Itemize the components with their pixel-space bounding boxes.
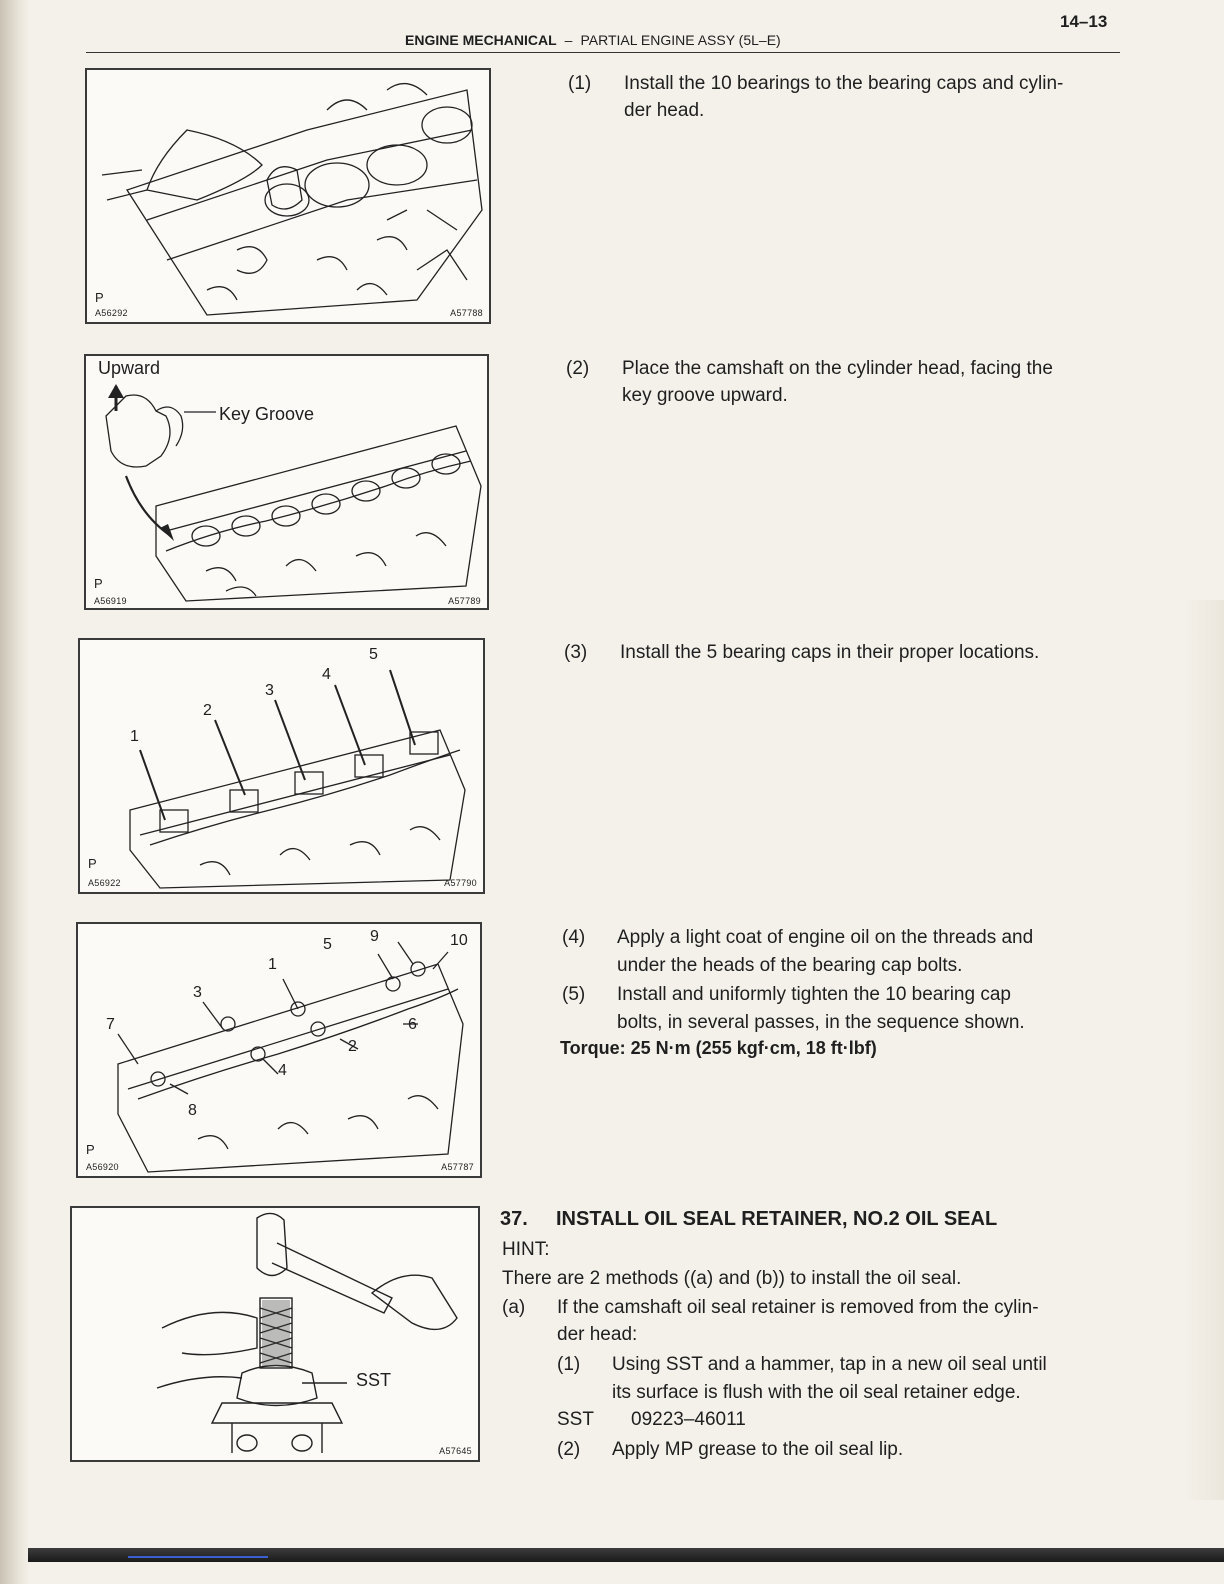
cap-number-1: 1 (130, 728, 139, 745)
step-5-line-1: Install and uniformly tighten the 10 bearing cap (617, 984, 1011, 1005)
method-a-line-1: If the camshaft oil seal retainer is removed from the cylin- (557, 1297, 1039, 1318)
section-37-number: 37. (500, 1208, 528, 1230)
method-a-label: (a) (502, 1297, 526, 1318)
figure-code-right: A57788 (450, 308, 483, 318)
step-5-number: (5) (562, 984, 586, 1005)
figure-code-left: A56922 (88, 878, 121, 888)
substep-1-number: (1) (557, 1354, 581, 1375)
cap-number-4: 4 (322, 666, 331, 683)
step-1-line-1: Install the 10 bearings to the bearing caps and cylin- (624, 73, 1064, 94)
torque-spec: Torque: 25 N·m (255 kgf·cm, 18 ft·lbf) (560, 1038, 877, 1058)
header-section: ENGINE MECHANICAL (405, 32, 557, 48)
figure-view-marker: P (94, 576, 103, 591)
upward-label: Upward (98, 358, 161, 378)
bolt-number-4: 4 (278, 1062, 287, 1079)
section-37-heading (500, 1208, 997, 1231)
bottom-scan-band (28, 1548, 1224, 1562)
step-3-number: (3) (564, 642, 588, 663)
camshaft-placement-illustration (86, 356, 487, 608)
figure-code-right: A57789 (448, 596, 481, 606)
figure-place-camshaft (84, 354, 489, 610)
header-dash: – (564, 32, 573, 48)
sst-label: SST (356, 1370, 392, 1390)
bolt-tightening-sequence-illustration (78, 924, 480, 1176)
substep-1-line-1: Using SST and a hammer, tap in a new oil seal until (612, 1354, 1047, 1375)
step-1-number: (1) (568, 73, 592, 94)
figure-code-right: A57645 (439, 1446, 472, 1456)
oil-seal-hammer-illustration (72, 1208, 478, 1460)
figure-bearing-caps (78, 638, 485, 894)
figure-oil-seal-install (70, 1206, 480, 1462)
step-2 (566, 355, 1126, 415)
cap-number-5: 5 (369, 646, 378, 663)
step-1 (568, 70, 1128, 130)
running-header (405, 32, 781, 48)
bottom-link-line (128, 1556, 268, 1558)
figure-code-left: A56919 (94, 596, 127, 606)
figure-code-left: A56292 (95, 308, 128, 318)
bolt-number-2: 2 (348, 1038, 357, 1055)
bolt-number-8: 8 (188, 1102, 197, 1119)
figure-install-bearings (85, 68, 491, 324)
step-2-line-1: Place the camshaft on the cylinder head, facing the (622, 358, 1053, 379)
figure-view-marker: P (95, 290, 104, 305)
bolt-number-6: 6 (408, 1016, 417, 1033)
figure-view-marker: P (88, 856, 97, 871)
method-a-line-2: der head: (557, 1324, 638, 1345)
step-4-number: (4) (562, 927, 586, 948)
step-5-line-2: bolts, in several passes, in the sequence shown. (617, 1012, 1025, 1033)
header-rule (86, 52, 1120, 53)
step-2-number: (2) (566, 358, 590, 379)
figure-code-right: A57787 (441, 1162, 474, 1172)
sst-part-number: 09223–46011 (631, 1409, 746, 1430)
step-3-line-1: Install the 5 bearing caps in their proper locations. (620, 642, 1040, 663)
bolt-number-7: 7 (106, 1016, 115, 1033)
figure-code-right: A57790 (444, 878, 477, 888)
page-binding-edge (0, 0, 30, 1584)
figure-view-marker: P (86, 1142, 95, 1157)
sst-label-text: SST (557, 1409, 594, 1430)
bolt-number-1: 1 (268, 956, 277, 973)
key-groove-label: Key Groove (219, 404, 315, 424)
bolt-number-10: 10 (450, 932, 468, 949)
bolt-number-5: 5 (323, 936, 332, 953)
substep-1-line-2: its surface is flush with the oil seal retainer edge. (612, 1382, 1021, 1403)
cap-number-3: 3 (265, 682, 274, 699)
substep-2-number: (2) (557, 1439, 581, 1460)
bolt-number-9: 9 (370, 928, 379, 945)
header-subsection: PARTIAL ENGINE ASSY (5L–E) (580, 32, 781, 48)
figure-bolt-sequence (76, 922, 482, 1178)
section-37-title: INSTALL OIL SEAL RETAINER, NO.2 OIL SEAL (556, 1208, 998, 1230)
bearing-caps-illustration (80, 640, 483, 892)
hint-label: HINT: (502, 1239, 550, 1260)
bearing-install-illustration (87, 70, 489, 322)
bolt-number-3: 3 (193, 984, 202, 1001)
page-number: 14–13 (1060, 12, 1108, 31)
step-4-line-2: under the heads of the bearing cap bolts. (617, 955, 963, 976)
step-4-line-1: Apply a light coat of engine oil on the threads and (617, 927, 1034, 948)
step-4 (562, 924, 1122, 984)
step-2-line-2: key groove upward. (622, 385, 788, 406)
page-shadow (1184, 600, 1224, 1500)
step-3 (564, 639, 1124, 669)
figure-code-left: A56920 (86, 1162, 119, 1172)
cap-number-2: 2 (203, 702, 212, 719)
step-5 (562, 981, 1122, 1041)
substep-2-text: Apply MP grease to the oil seal lip. (612, 1439, 904, 1460)
step-1-line-2: der head. (624, 100, 705, 121)
hint-text: There are 2 methods ((a) and (b)) to install the oil seal. (502, 1268, 962, 1289)
